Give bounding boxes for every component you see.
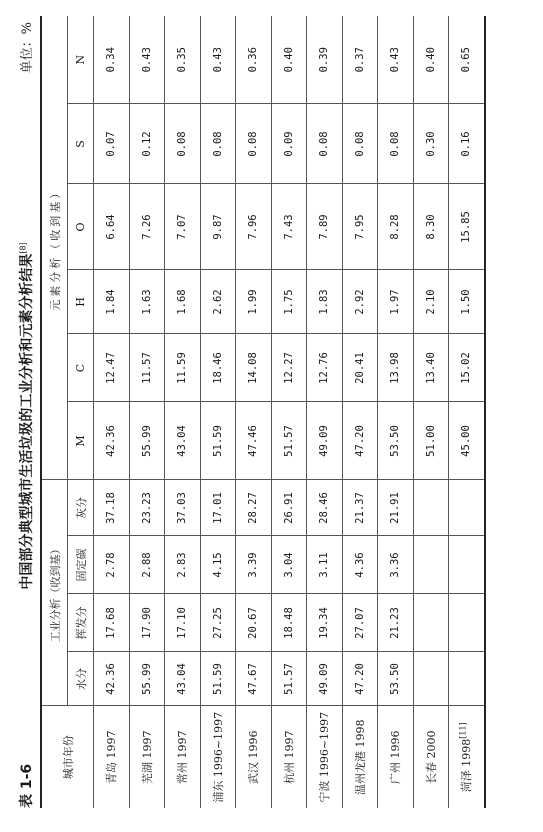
value-cell: 0.16	[449, 104, 485, 184]
value-cell: 17.90	[129, 594, 165, 652]
table-label: 表 1-6	[19, 763, 35, 808]
value-cell: 1.83	[307, 270, 343, 334]
city-year-cell	[378, 706, 414, 808]
value-cell: 26.91	[271, 480, 307, 536]
value-cell: 3.04	[271, 536, 307, 594]
value-cell	[413, 594, 449, 652]
value-cell: 0.08	[342, 104, 378, 184]
value-cell: 45.00	[449, 402, 485, 480]
value-cell: 1.84	[94, 270, 130, 334]
city-year-cell	[271, 706, 307, 808]
value-cell: 49.09	[307, 652, 343, 706]
city-year-cell	[200, 706, 236, 808]
value-cell: 1.50	[449, 270, 485, 334]
value-cell: 4.36	[342, 536, 378, 594]
value-cell: 0.39	[307, 16, 343, 104]
value-cell	[449, 536, 485, 594]
value-cell: 19.34	[307, 594, 343, 652]
value-cell: 8.28	[378, 184, 414, 270]
value-cell: 3.36	[378, 536, 414, 594]
value-cell: 37.03	[165, 480, 201, 536]
value-cell	[413, 480, 449, 536]
column-header: 灰分	[68, 480, 94, 536]
value-cell: 9.87	[200, 184, 236, 270]
value-cell	[413, 652, 449, 706]
value-cell: 47.20	[342, 652, 378, 706]
city-year-text: 青岛 1997	[105, 730, 119, 784]
value-cell: 15.02	[449, 334, 485, 402]
value-cell: 21.37	[342, 480, 378, 536]
city-year-cell	[342, 706, 378, 808]
table-title-text: 中国部分典型城市生活垃圾的工业分析和元素分析结果	[19, 253, 35, 590]
value-cell: 1.63	[129, 270, 165, 334]
column-header: N	[74, 54, 87, 65]
city-year-text: 武汉 1996	[247, 730, 261, 784]
header-city-year: 城市年份	[41, 706, 94, 808]
value-cell: 2.92	[342, 270, 378, 334]
value-cell: 18.48	[271, 594, 307, 652]
table-row	[307, 16, 343, 808]
value-cell: 15.85	[449, 184, 485, 270]
value-cell: 55.99	[129, 402, 165, 480]
value-cell: 0.08	[307, 104, 343, 184]
city-year-cell	[94, 706, 130, 808]
value-cell: 51.57	[271, 652, 307, 706]
value-cell: 7.07	[165, 184, 201, 270]
value-cell: 27.07	[342, 594, 378, 652]
city-year-cell	[449, 706, 485, 808]
value-cell: 11.59	[165, 334, 201, 402]
column-header: O	[68, 184, 94, 270]
value-cell: 12.27	[271, 334, 307, 402]
value-cell: 28.27	[236, 480, 272, 536]
value-cell: 0.08	[165, 104, 201, 184]
city-year-cell	[236, 706, 272, 808]
column-header: C	[68, 334, 94, 402]
value-cell: 7.26	[129, 184, 165, 270]
value-cell: 0.08	[236, 104, 272, 184]
value-cell: 37.18	[94, 480, 130, 536]
value-cell: 0.35	[165, 16, 201, 104]
table-row	[236, 16, 272, 808]
value-cell: 12.76	[307, 334, 343, 402]
value-cell: 43.04	[165, 652, 201, 706]
city-year-text: 芜湖 1997	[140, 730, 154, 784]
column-header: M	[68, 402, 94, 480]
table-row	[165, 16, 201, 808]
value-cell: 0.43	[129, 16, 165, 104]
value-cell: 0.43	[378, 16, 414, 104]
value-cell: 2.88	[129, 536, 165, 594]
value-cell: 20.41	[342, 334, 378, 402]
city-year-text: 广州 1996	[389, 730, 403, 784]
value-cell: 0.08	[378, 104, 414, 184]
value-cell: 0.09	[271, 104, 307, 184]
value-cell: 0.12	[129, 104, 165, 184]
value-cell: 0.40	[271, 16, 307, 104]
value-cell: 23.23	[129, 480, 165, 536]
value-cell: 7.89	[307, 184, 343, 270]
value-cell: 0.43	[200, 16, 236, 104]
table-row	[271, 16, 307, 808]
value-cell: 47.67	[236, 652, 272, 706]
city-year-text: 常州 1997	[176, 730, 190, 784]
city-year-text: 浦东 1996~1997	[211, 711, 225, 803]
city-year-text: 宁波 1996~1997	[318, 711, 332, 803]
value-cell: 0.08	[200, 104, 236, 184]
value-cell: 2.78	[94, 536, 130, 594]
value-cell: 27.25	[200, 594, 236, 652]
city-year-cell	[165, 706, 201, 808]
value-cell: 42.36	[94, 652, 130, 706]
value-cell: 2.83	[165, 536, 201, 594]
column-header: 固定碳	[68, 536, 94, 594]
analysis-table	[40, 16, 486, 808]
city-year-text: 菏泽 1998	[460, 738, 474, 793]
value-cell: 0.07	[94, 104, 130, 184]
table-row	[200, 16, 236, 808]
value-cell: 13.98	[378, 334, 414, 402]
table-row	[342, 16, 378, 808]
value-cell: 7.96	[236, 184, 272, 270]
value-cell: 21.23	[378, 594, 414, 652]
value-cell	[449, 652, 485, 706]
value-cell: 11.57	[129, 334, 165, 402]
column-header: S	[68, 104, 94, 184]
value-cell: 0.37	[342, 16, 378, 104]
column-header: 挥发分	[68, 594, 94, 652]
table-row	[94, 16, 130, 808]
city-year-text: 长春 2000	[424, 730, 438, 784]
value-cell: 12.47	[94, 334, 130, 402]
value-cell: 28.46	[307, 480, 343, 536]
value-cell	[449, 594, 485, 652]
value-cell: 0.30	[413, 104, 449, 184]
city-reference: [11]	[458, 722, 468, 739]
value-cell: 0.34	[94, 16, 130, 104]
value-cell: 4.15	[200, 536, 236, 594]
value-cell: 47.20	[342, 402, 378, 480]
header-group-elemental: 元素分析（收到基）	[41, 16, 68, 480]
value-cell: 8.30	[413, 184, 449, 270]
city-year-cell	[307, 706, 343, 808]
city-year-cell	[129, 706, 165, 808]
value-cell: 42.36	[94, 402, 130, 480]
table-title	[16, 0, 36, 832]
value-cell: 1.68	[165, 270, 201, 334]
value-cell	[413, 536, 449, 594]
value-cell: 17.01	[200, 480, 236, 536]
value-cell: 43.04	[165, 402, 201, 480]
value-cell: 53.50	[378, 652, 414, 706]
value-cell: 2.10	[413, 270, 449, 334]
table-row	[129, 16, 165, 808]
value-cell: 2.62	[200, 270, 236, 334]
value-cell: 49.09	[307, 402, 343, 480]
column-header: H	[68, 270, 94, 334]
value-cell: 20.67	[236, 594, 272, 652]
column-header: 水分	[68, 652, 94, 706]
value-cell: 17.10	[165, 594, 201, 652]
value-cell: 0.40	[413, 16, 449, 104]
value-cell: 7.95	[342, 184, 378, 270]
value-cell	[449, 480, 485, 536]
value-cell: 51.59	[200, 652, 236, 706]
value-cell: 17.68	[94, 594, 130, 652]
table-body	[94, 16, 485, 808]
unit-label: 单位：%	[20, 22, 35, 74]
value-cell: 21.91	[378, 480, 414, 536]
value-cell: 13.40	[413, 334, 449, 402]
value-cell: 3.39	[236, 536, 272, 594]
value-cell: 7.43	[271, 184, 307, 270]
value-cell: 3.11	[307, 536, 343, 594]
value-cell: 6.64	[94, 184, 130, 270]
value-cell: 51.00	[413, 402, 449, 480]
value-cell: 1.99	[236, 270, 272, 334]
value-cell: 0.65	[449, 16, 485, 104]
city-year-text: 杭州 1997	[282, 730, 296, 784]
value-cell: 51.57	[271, 402, 307, 480]
value-cell: 1.75	[271, 270, 307, 334]
table-row	[449, 16, 485, 808]
value-cell: 1.97	[378, 270, 414, 334]
value-cell: 18.46	[200, 334, 236, 402]
value-cell: 14.08	[236, 334, 272, 402]
table-row	[378, 16, 414, 808]
title-reference: [8]	[18, 242, 28, 254]
city-year-cell	[413, 706, 449, 808]
value-cell: 55.99	[129, 652, 165, 706]
header-group-industrial: 工业分析（收到基）	[41, 480, 68, 706]
table-row	[413, 16, 449, 808]
value-cell: 0.36	[236, 16, 272, 104]
value-cell: 53.50	[378, 402, 414, 480]
value-cell: 51.59	[200, 402, 236, 480]
city-year-text: 温州龙港 1998	[353, 719, 367, 795]
value-cell: 47.46	[236, 402, 272, 480]
